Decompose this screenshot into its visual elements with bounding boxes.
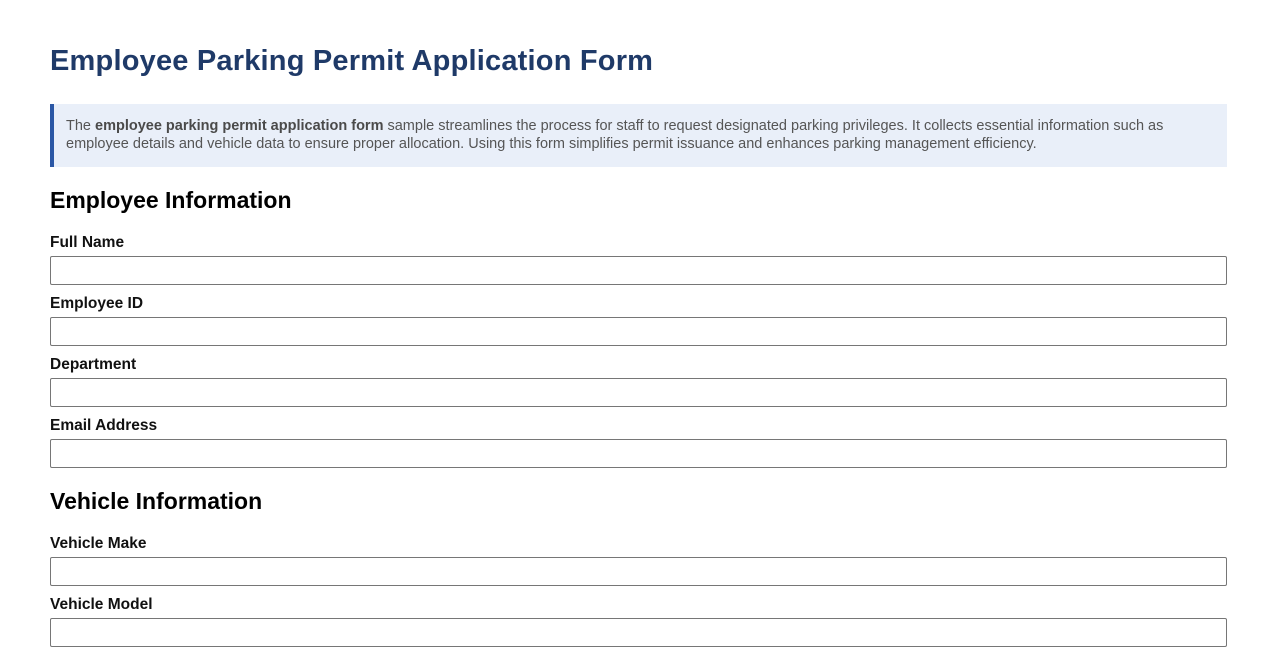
full-name-input[interactable]	[50, 256, 1227, 285]
form-page	[0, 47, 1278, 647]
field-label: Vehicle Make	[50, 535, 147, 552]
section-heading: Employee Information	[50, 187, 292, 213]
form-field	[50, 295, 1227, 346]
intro-text-bold: employee parking permit application form	[95, 118, 384, 134]
field-label: Employee ID	[50, 295, 144, 312]
field-label: Full Name	[50, 234, 125, 251]
vehicle-model-input[interactable]	[50, 618, 1227, 647]
intro-callout	[50, 104, 1227, 167]
field-label: Department	[50, 356, 137, 373]
intro-text-prefix: The	[66, 118, 96, 134]
intro-text-suffix: sample streamlines the process for staff to request designated parking privileges. It collects essential information such as employee details and vehicle data to ensure proper allocation. Using this form simplifies permit issuance and enhances parking management efficiency.	[66, 118, 1164, 152]
vehicle-make-input[interactable]	[50, 557, 1227, 586]
section-heading: Vehicle Information	[50, 488, 263, 514]
department-input[interactable]	[50, 378, 1227, 407]
employee-id-input[interactable]	[50, 317, 1227, 346]
field-label: Vehicle Model	[50, 596, 153, 613]
section-fields	[50, 234, 1227, 468]
form-field	[50, 417, 1227, 468]
field-label: Email Address	[50, 417, 158, 434]
form-field	[50, 234, 1227, 285]
form-section	[50, 490, 1227, 647]
page-title: Employee Parking Permit Application Form	[50, 45, 654, 77]
form-section	[50, 189, 1227, 468]
section-fields	[50, 535, 1227, 647]
form-sections	[50, 189, 1227, 647]
email-address-input[interactable]	[50, 439, 1227, 468]
form-field	[50, 535, 1227, 586]
form-field	[50, 596, 1227, 647]
form-field	[50, 356, 1227, 407]
